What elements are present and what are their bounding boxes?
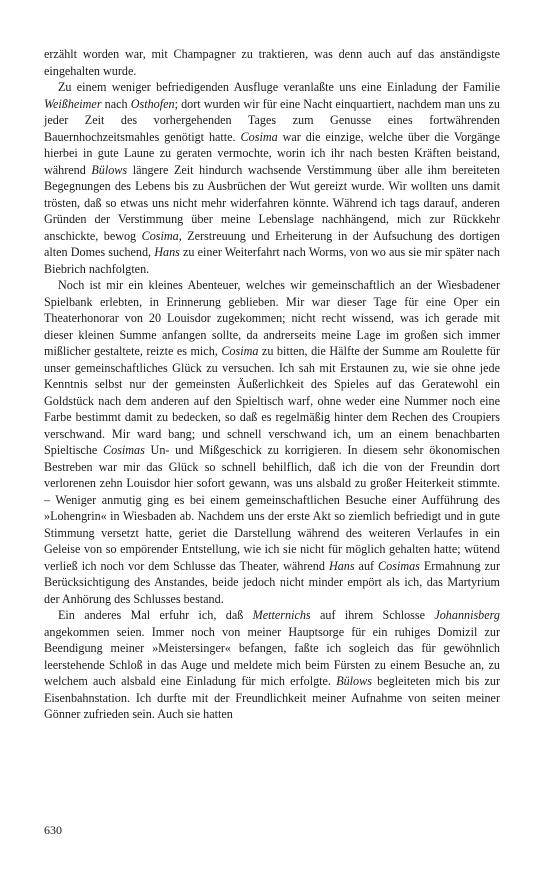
text-run: Noch ist mir ein kleines Abenteuer, welches wir gemeinschaftlich an der Wiesbadener Spielbank erlebten, in Erinnerung geblieben. Mir war dieser Tage für eine Oper ein Theaterhonorar von 20 Louisdor zugekommen; nicht recht wissend, was ich gerade mit dieser kleinen Summe anfangen sollte, da andrerseits meine Lage im großen sich immer mißlicher gestaltete, reizte es mich, (44, 278, 500, 358)
italic-name: Cosima (240, 129, 278, 144)
italic-name: Johannisberg (434, 608, 500, 622)
body-text (44, 46, 500, 723)
paragraph (44, 46, 500, 79)
italic-name: Hans (154, 245, 180, 259)
italic-name: Osthofen (130, 96, 175, 111)
text-run: nach (101, 96, 131, 111)
italic-name: Metternichs (252, 608, 311, 622)
paragraph (44, 277, 500, 607)
text-run: Ein anderes Mal erfuhr ich, daß (58, 608, 253, 622)
italic-name: Bülows (336, 674, 372, 688)
text-run: angekommen seien. Immer noch von meiner Hauptsorge für ein ruhiges Domizil zur Beendigung meiner »Meistersinger« befangen, faßte ich sogleich das für gewöhnlich leerstehende Schloß in das Auge und meldete mich beim Fürsten zu einem Besuche an, zu welchem auch alsbald eine Einladung für mich erfolgte. (44, 624, 500, 688)
page-number: 630 (44, 823, 62, 837)
text-run: , Zerstreuung und Erheiterung in der Aufsuchung des dortigen alten Domes suchend, (44, 228, 500, 259)
text-run: auf ihrem Schlosse (310, 608, 435, 622)
italic-name: Cosimas (378, 558, 420, 573)
text-run: Un- und Mißgeschick zu korrigieren. In diesem sehr ökonomischen Bestreben war mir das Glück so schnell behilflich, daß ich die von der Freundin dort verlorenen zehn Louisdor hier sofort gewann, was uns alsbald zu großer Heiterkeit stimmte. – Weniger anmutig ging es bei einem gemeinschaftlichen Besuche einer Aufführung des »Lohengrin« in Wiesbaden ab. Nachdem uns der erste Akt so ziemlich befriedigt und in gute Stimmung versetzt hatte, geriet die Darstellung während des weiteren Verlaufes in ein Geleise von so empörender Entstellung, wie ich sie nicht für möglich gehalten hatte; wütend verließ ich noch vor dem Schlusse das Theater, während (44, 443, 501, 573)
italic-name: Cosima (221, 344, 259, 358)
italic-name: Bülows (91, 162, 128, 177)
text-run: zu bitten, die Hälfte der Summe am Roulette für unser gemeinschaftliches Glück zu versuchen. Ich sah mit Erstaunen zu, wie sie ohne jede Kenntnis selbst nur der gemeinsten Äußerlichkeit des Spieles auf das Geratewohl ein Goldstück nach dem anderen auf den Spieltisch warf, ohne weder eine Nummer noch eine Farbe bestimmt damit zu bedecken, so daß es regelmäßig hinter dem Rechen des Croupiers verschwand. Mir ward bang; und schnell verschwand ich, um an einem benachbarten Spieltische (44, 344, 500, 457)
italic-name: Hans (328, 558, 355, 573)
text-run: auf (354, 558, 379, 573)
text-run: erzählt worden war, mit Champagner zu traktieren, was denn auch auf das anständigste eingehalten wurde. (44, 47, 500, 78)
text-run: längere Zeit hindurch wachsende Verstimmung über alle ihm bereiteten Begegnungen des Lebens bis zu Ausbrüchen der Wut gereizt wurde. Wir wollten uns damit trösten, daß so etwas uns nicht mehr widerfahren könnte. Während ich tags darauf, anderen Gründen der Verstimmung über meine Lebenslage nachhängend, mich zur Rückkehr anschickte, bewog (44, 162, 500, 243)
text-run: Zu einem weniger befriedigenden Ausfluge veranlaßte uns eine Einladung der Familie (58, 80, 500, 94)
paragraph (44, 607, 500, 723)
text-run: ; dort wurden wir für eine Nacht einquartiert, nachdem man uns zu jeder Zeit des vorhergehenden Tages zum Genusse eines fortwährenden Bauernhochzeitsmahles genötigt hatte. (44, 96, 501, 144)
text-run: begleiteten mich bis zur Eisenbahnstation. Ich durfte mit der Freundlichkeit meiner Aufnahme von seiten meiner Gönner zufrieden sein. Auch sie hatten (44, 674, 501, 721)
italic-name: Cosimas (103, 443, 145, 457)
paragraph (44, 79, 500, 277)
italic-name: Weißheimer (44, 96, 102, 111)
text-run: zu einer Weiterfahrt nach Worms, von wo aus sie mir später nach Biebrich nachfolgten. (44, 245, 500, 276)
text-run: war die einzige, welche über die Vorgänge hierbei in gute Laune zu geraten vermochte, worin ich ihr nach besten Kräften beistand, während (44, 129, 500, 177)
italic-name: Cosima (141, 228, 179, 243)
text-run: Ermahnung zur Berücksichtigung des Anstandes, beide jedoch nicht minder empört als ich, das Martyrium der Anhörung des Schlusses bestand. (44, 558, 500, 606)
